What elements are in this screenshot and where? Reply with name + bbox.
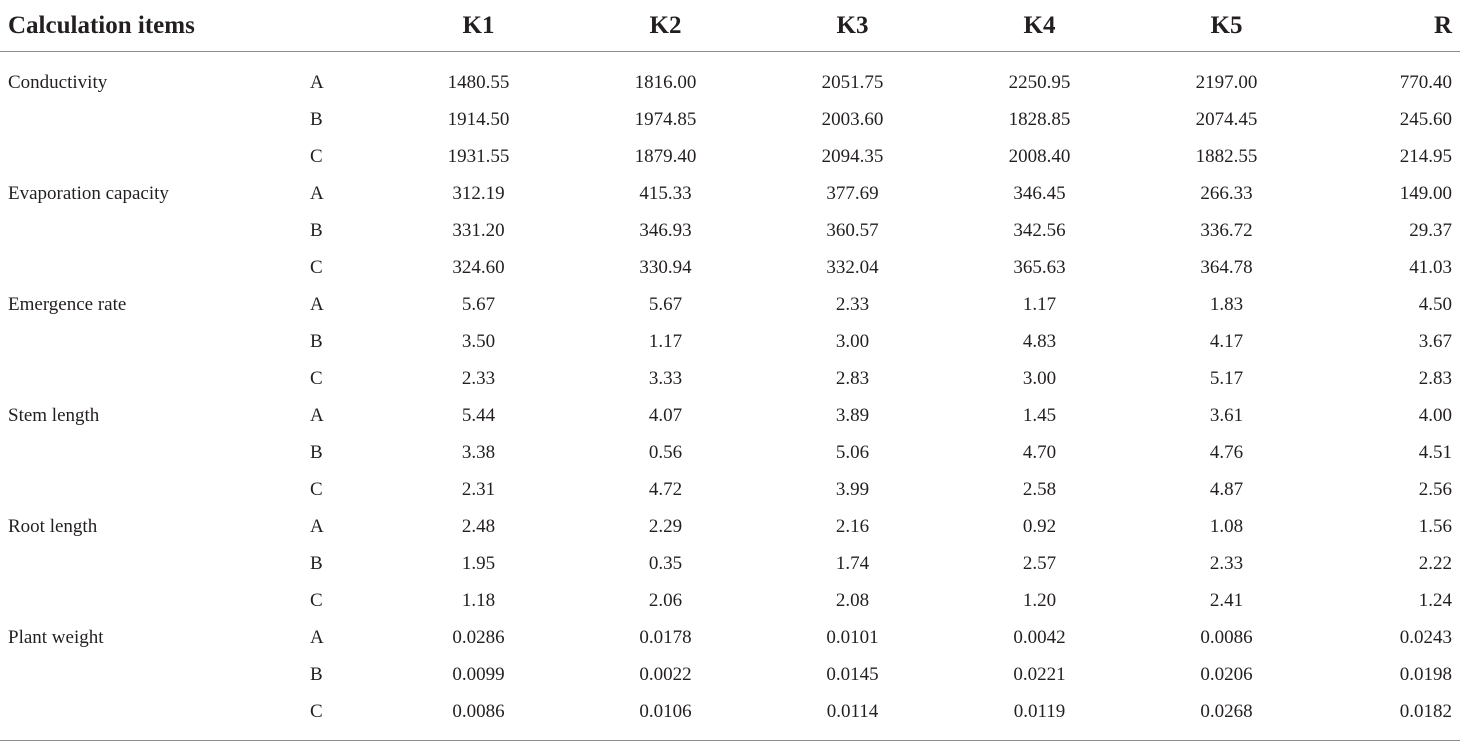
table-row	[0, 101, 1460, 138]
cell-k1: 2.31	[461, 478, 496, 500]
cell-k1: 331.20	[452, 219, 505, 241]
cell-factor: B	[310, 330, 323, 352]
cell-k3: 3.00	[835, 330, 870, 352]
cell-k1: 1.18	[461, 589, 496, 611]
cell-k3: 3.99	[835, 478, 870, 500]
cell-factor: A	[310, 515, 324, 537]
cell-k2: 5.67	[648, 293, 683, 315]
cell-factor: C	[310, 589, 323, 611]
table-row	[0, 582, 1460, 619]
cell-k2: 0.35	[648, 552, 683, 574]
cell-k4: 2008.40	[1008, 145, 1071, 167]
cell-k1: 1931.55	[447, 145, 510, 167]
cell-r: 245.60	[1399, 108, 1452, 130]
cell-k1: 1914.50	[447, 108, 510, 130]
cell-k1: 2.48	[461, 515, 496, 537]
cell-r: 0.0198	[1399, 663, 1452, 685]
cell-k3: 0.0145	[826, 663, 879, 685]
cell-k1: 324.60	[452, 256, 505, 278]
cell-k2: 4.72	[648, 478, 683, 500]
cell-k5: 2197.00	[1195, 71, 1258, 93]
cell-k3: 377.69	[826, 182, 879, 204]
cell-k1: 5.67	[461, 293, 496, 315]
cell-k5: 4.76	[1209, 441, 1244, 463]
header-k5: K5	[1133, 0, 1320, 52]
table-row	[0, 656, 1460, 693]
cell-r: 149.00	[1399, 182, 1452, 204]
cell-r: 29.37	[1409, 219, 1452, 241]
cell-calculation-item: Evaporation capacity	[8, 182, 169, 204]
cell-k3: 2.08	[835, 589, 870, 611]
cell-calculation-item: Emergence rate	[8, 293, 127, 315]
cell-k2: 3.33	[648, 367, 683, 389]
header-factor	[310, 0, 385, 52]
cell-k2: 330.94	[639, 256, 692, 278]
table-row	[0, 212, 1460, 249]
cell-k5: 3.61	[1209, 404, 1244, 426]
cell-k4: 3.00	[1022, 367, 1057, 389]
table-row	[0, 619, 1460, 656]
cell-k4: 4.83	[1022, 330, 1057, 352]
cell-factor: C	[310, 478, 323, 500]
cell-k2: 1879.40	[634, 145, 697, 167]
cell-factor: A	[310, 626, 324, 648]
cell-k1: 5.44	[461, 404, 496, 426]
cell-k2: 4.07	[648, 404, 683, 426]
table-row	[0, 434, 1460, 471]
cell-calculation-item	[0, 212, 310, 249]
cell-calculation-item: Root length	[8, 515, 98, 537]
cell-k2: 2.06	[648, 589, 683, 611]
cell-k3: 2.83	[835, 367, 870, 389]
cell-k5: 1.83	[1209, 293, 1244, 315]
cell-k1: 3.38	[461, 441, 496, 463]
cell-calculation-item	[0, 249, 310, 286]
cell-calculation-item	[0, 582, 310, 619]
cell-k2: 0.0178	[639, 626, 692, 648]
cell-k2: 1.17	[648, 330, 683, 352]
cell-k4: 342.56	[1013, 219, 1066, 241]
cell-calculation-item	[0, 101, 310, 138]
table-row	[0, 397, 1460, 434]
cell-k5: 2074.45	[1195, 108, 1258, 130]
cell-factor: A	[310, 404, 324, 426]
header-row	[0, 0, 1460, 52]
header-k3: K3	[759, 0, 946, 52]
cell-calculation-item: Plant weight	[8, 626, 104, 648]
cell-factor: C	[310, 145, 323, 167]
cell-k3: 2003.60	[821, 108, 884, 130]
cell-factor: B	[310, 663, 323, 685]
cell-calculation-item	[0, 693, 310, 741]
cell-r: 2.83	[1418, 367, 1452, 389]
table-row	[0, 360, 1460, 397]
cell-k4: 1.20	[1022, 589, 1057, 611]
table-body	[0, 52, 1460, 741]
table-row	[0, 175, 1460, 212]
cell-r: 2.56	[1418, 478, 1452, 500]
cell-calculation-item	[0, 323, 310, 360]
cell-k3: 0.0101	[826, 626, 879, 648]
cell-r: 1.56	[1418, 515, 1452, 537]
cell-k2: 1816.00	[634, 71, 697, 93]
header-k1: K1	[385, 0, 572, 52]
cell-k3: 0.0114	[759, 693, 946, 741]
cell-k4: 2250.95	[1008, 71, 1071, 93]
header-calculation-items: Calculation items	[0, 0, 310, 52]
table-row	[0, 249, 1460, 286]
table-row	[0, 52, 1460, 102]
table-row	[0, 508, 1460, 545]
header-r: R	[1320, 0, 1460, 52]
cell-k4: 1.17	[1022, 293, 1057, 315]
table-header	[0, 0, 1460, 52]
cell-k2: 415.33	[639, 182, 692, 204]
cell-factor: A	[310, 71, 324, 93]
cell-k5: 364.78	[1200, 256, 1253, 278]
cell-calculation-item	[0, 434, 310, 471]
cell-k5: 266.33	[1200, 182, 1253, 204]
cell-k5: 336.72	[1200, 219, 1253, 241]
cell-k1: 3.50	[461, 330, 496, 352]
cell-k5: 5.17	[1209, 367, 1244, 389]
cell-r: 214.95	[1399, 145, 1452, 167]
cell-calculation-item	[0, 471, 310, 508]
cell-k1: 312.19	[452, 182, 505, 204]
cell-factor: C	[310, 256, 323, 278]
cell-r: 4.51	[1418, 441, 1452, 463]
cell-k3: 1.74	[835, 552, 870, 574]
cell-k5: 2.33	[1209, 552, 1244, 574]
cell-k4: 0.0119	[946, 693, 1133, 741]
cell-k4: 1828.85	[1008, 108, 1071, 130]
cell-k4: 346.45	[1013, 182, 1066, 204]
cell-r: 4.00	[1418, 404, 1452, 426]
cell-k2: 0.0106	[572, 693, 759, 741]
cell-k3: 360.57	[826, 219, 879, 241]
cell-k1: 1.95	[461, 552, 496, 574]
cell-r: 0.0243	[1399, 626, 1452, 648]
cell-factor: B	[310, 108, 323, 130]
cell-factor: B	[310, 552, 323, 574]
cell-k2: 346.93	[639, 219, 692, 241]
cell-r: 1.24	[1418, 589, 1452, 611]
header-k4: K4	[946, 0, 1133, 52]
cell-r: 3.67	[1418, 330, 1452, 352]
cell-k4: 1.45	[1022, 404, 1057, 426]
cell-k5: 1.08	[1209, 515, 1244, 537]
cell-r: 0.0182	[1320, 693, 1460, 741]
cell-k3: 2.16	[835, 515, 870, 537]
cell-k3: 2.33	[835, 293, 870, 315]
cell-r: 770.40	[1399, 71, 1452, 93]
cell-k3: 2094.35	[821, 145, 884, 167]
cell-k1: 1480.55	[447, 71, 510, 93]
cell-k1: 0.0086	[385, 693, 572, 741]
cell-factor: C	[310, 367, 323, 389]
cell-k2: 0.56	[648, 441, 683, 463]
cell-k3: 5.06	[835, 441, 870, 463]
table-row	[0, 138, 1460, 175]
cell-factor: B	[310, 441, 323, 463]
cell-k5: 0.0086	[1200, 626, 1253, 648]
cell-k3: 3.89	[835, 404, 870, 426]
cell-calculation-item: Conductivity	[8, 71, 108, 93]
cell-k1: 0.0099	[452, 663, 505, 685]
cell-k5: 0.0206	[1200, 663, 1253, 685]
cell-r: 4.50	[1418, 293, 1452, 315]
cell-k5: 2.41	[1209, 589, 1244, 611]
cell-k5: 4.17	[1209, 330, 1244, 352]
cell-calculation-item	[0, 545, 310, 582]
cell-k4: 4.70	[1022, 441, 1057, 463]
cell-k3: 332.04	[826, 256, 879, 278]
cell-k2: 0.0022	[639, 663, 692, 685]
cell-r: 2.22	[1418, 552, 1452, 574]
cell-factor: C	[310, 693, 385, 741]
cell-k1: 0.0286	[452, 626, 505, 648]
cell-k2: 1974.85	[634, 108, 697, 130]
cell-k2: 2.29	[648, 515, 683, 537]
cell-k4: 2.58	[1022, 478, 1057, 500]
cell-r: 41.03	[1409, 256, 1452, 278]
cell-k4: 365.63	[1013, 256, 1066, 278]
cell-k4: 0.92	[1022, 515, 1057, 537]
cell-k4: 2.57	[1022, 552, 1057, 574]
cell-calculation-item: Stem length	[8, 404, 100, 426]
cell-calculation-item	[0, 360, 310, 397]
cell-k3: 2051.75	[821, 71, 884, 93]
cell-k5: 0.0268	[1133, 693, 1320, 741]
cell-k5: 4.87	[1209, 478, 1244, 500]
cell-factor: B	[310, 219, 323, 241]
cell-k1: 2.33	[461, 367, 496, 389]
table-row	[0, 471, 1460, 508]
cell-calculation-item	[0, 138, 310, 175]
cell-k5: 1882.55	[1195, 145, 1258, 167]
cell-calculation-item	[0, 656, 310, 693]
table-row	[0, 323, 1460, 360]
table-row	[0, 693, 1460, 741]
cell-k4: 0.0221	[1013, 663, 1066, 685]
header-k2: K2	[572, 0, 759, 52]
cell-factor: A	[310, 182, 324, 204]
cell-k4: 0.0042	[1013, 626, 1066, 648]
table-row	[0, 545, 1460, 582]
table-row	[0, 286, 1460, 323]
cell-factor: A	[310, 293, 324, 315]
